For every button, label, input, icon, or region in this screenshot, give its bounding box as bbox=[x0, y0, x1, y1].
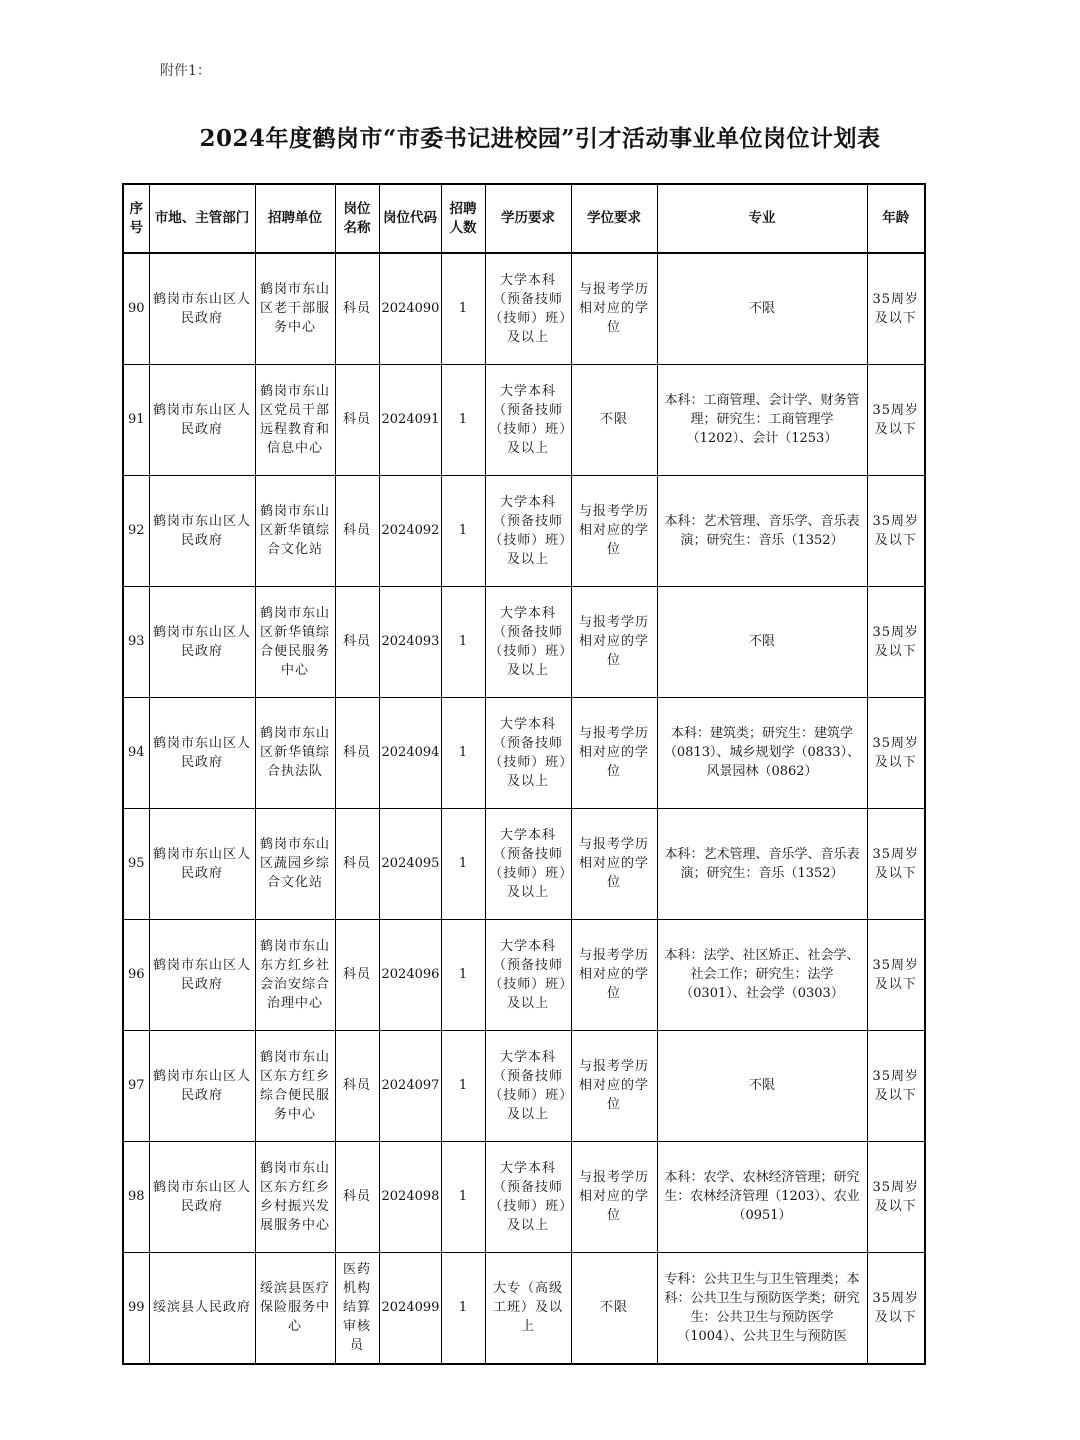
cell-age: 35周岁及以下 bbox=[867, 1030, 925, 1141]
cell-edu: 大学本科（预备技师（技师）班）及以上 bbox=[485, 1030, 571, 1141]
header-code: 岗位代码 bbox=[379, 184, 441, 253]
cell-code: 2024095 bbox=[379, 808, 441, 919]
cell-age: 35周岁及以下 bbox=[867, 697, 925, 808]
cell-degree: 与报考学历相对应的学位 bbox=[571, 1030, 657, 1141]
header-dept: 市地、主管部门 bbox=[149, 184, 255, 253]
cell-degree: 与报考学历相对应的学位 bbox=[571, 1141, 657, 1252]
cell-dept: 鹤岗市东山区人民政府 bbox=[149, 808, 255, 919]
cell-code: 2024093 bbox=[379, 586, 441, 697]
cell-major: 本科：艺术管理、音乐学、音乐表演；研究生：音乐（1352） bbox=[657, 808, 867, 919]
cell-unit: 鹤岗市东山区党员干部远程教育和信息中心 bbox=[255, 364, 335, 475]
table-row bbox=[123, 1252, 925, 1364]
cell-unit: 鹤岗市东山区新华镇综合文化站 bbox=[255, 475, 335, 586]
cell-major: 本科：法学、社区矫正、社会学、社会工作；研究生：法学（0301）、社会学（0303） bbox=[657, 919, 867, 1030]
cell-edu: 大学本科（预备技师（技师）班）及以上 bbox=[485, 475, 571, 586]
cell-edu: 大学本科（预备技师（技师）班）及以上 bbox=[485, 253, 571, 364]
cell-unit: 鹤岗市东山区东方红乡综合便民服务中心 bbox=[255, 1030, 335, 1141]
cell-post: 科员 bbox=[335, 364, 379, 475]
cell-major: 本科：工商管理、会计学、财务管理；研究生：工商管理学（1202）、会计（1253） bbox=[657, 364, 867, 475]
cell-major: 本科：艺术管理、音乐学、音乐表演；研究生：音乐（1352） bbox=[657, 475, 867, 586]
cell-edu: 大学本科（预备技师（技师）班）及以上 bbox=[485, 919, 571, 1030]
cell-degree: 与报考学历相对应的学位 bbox=[571, 253, 657, 364]
cell-age: 35周岁及以下 bbox=[867, 1141, 925, 1252]
cell-edu: 大学本科（预备技师（技师）班）及以上 bbox=[485, 697, 571, 808]
cell-age: 35周岁及以下 bbox=[867, 1252, 925, 1364]
cell-unit: 鹤岗市东山区东方红乡乡村振兴发展服务中心 bbox=[255, 1141, 335, 1252]
table-row bbox=[123, 253, 925, 364]
cell-no: 95 bbox=[123, 808, 149, 919]
cell-major: 不限 bbox=[657, 1030, 867, 1141]
table-row bbox=[123, 1030, 925, 1141]
cell-age: 35周岁及以下 bbox=[867, 808, 925, 919]
table-row bbox=[123, 919, 925, 1030]
cell-no: 91 bbox=[123, 364, 149, 475]
table-row bbox=[123, 364, 925, 475]
cell-age: 35周岁及以下 bbox=[867, 586, 925, 697]
cell-major bbox=[657, 1252, 867, 1364]
cell-no: 96 bbox=[123, 919, 149, 1030]
cell-code: 2024094 bbox=[379, 697, 441, 808]
page-title: 2024年度鹤岗市“市委书记进校园”引才活动事业单位岗位计划表 bbox=[199, 125, 881, 152]
cell-no: 92 bbox=[123, 475, 149, 586]
header-unit: 招聘单位 bbox=[255, 184, 335, 253]
cell-degree: 不限 bbox=[571, 364, 657, 475]
cell-count: 1 bbox=[441, 364, 485, 475]
cell-dept: 鹤岗市东山区人民政府 bbox=[149, 919, 255, 1030]
header-post: 岗位名称 bbox=[335, 184, 379, 253]
table-row bbox=[123, 475, 925, 586]
header-count: 招聘人数 bbox=[441, 184, 485, 253]
cell-code: 2024097 bbox=[379, 1030, 441, 1141]
cell-post: 科员 bbox=[335, 1141, 379, 1252]
table-row bbox=[123, 808, 925, 919]
cell-major: 不限 bbox=[657, 253, 867, 364]
attachment-label: 附件1： bbox=[160, 63, 211, 79]
cell-count: 1 bbox=[441, 1141, 485, 1252]
cell-count: 1 bbox=[441, 697, 485, 808]
cell-count: 1 bbox=[441, 919, 485, 1030]
cell-age: 35周岁及以下 bbox=[867, 253, 925, 364]
cell-no: 93 bbox=[123, 586, 149, 697]
cell-major-text: 专科：公共卫生与卫生管理类；本科：公共卫生与预防医学类；研究生：公共卫生与预防医学（1004）、公共卫生与预防医 bbox=[664, 1271, 860, 1344]
cell-degree: 与报考学历相对应的学位 bbox=[571, 475, 657, 586]
cell-edu: 大学本科（预备技师（技师）班）及以上 bbox=[485, 364, 571, 475]
cell-dept: 鹤岗市东山区人民政府 bbox=[149, 475, 255, 586]
cell-degree: 与报考学历相对应的学位 bbox=[571, 697, 657, 808]
header-no: 序号 bbox=[123, 184, 149, 253]
cell-dept: 绥滨县人民政府 bbox=[149, 1252, 255, 1364]
cell-dept: 鹤岗市东山区人民政府 bbox=[149, 697, 255, 808]
cell-edu: 大学本科（预备技师（技师）班）及以上 bbox=[485, 808, 571, 919]
cell-dept: 鹤岗市东山区人民政府 bbox=[149, 586, 255, 697]
cell-post: 科员 bbox=[335, 586, 379, 697]
header-degree: 学位要求 bbox=[571, 184, 657, 253]
cell-count: 1 bbox=[441, 253, 485, 364]
cell-dept: 鹤岗市东山区人民政府 bbox=[149, 364, 255, 475]
table-header-row bbox=[123, 184, 925, 253]
cell-no: 90 bbox=[123, 253, 149, 364]
cell-code: 2024091 bbox=[379, 364, 441, 475]
cell-major: 不限 bbox=[657, 586, 867, 697]
cell-post: 科员 bbox=[335, 253, 379, 364]
cell-unit: 鹤岗市东山区蔬园乡综合文化站 bbox=[255, 808, 335, 919]
cell-no: 99 bbox=[123, 1252, 149, 1364]
cell-age: 35周岁及以下 bbox=[867, 919, 925, 1030]
cell-edu: 大学本科（预备技师（技师）班）及以上 bbox=[485, 1141, 571, 1252]
cell-degree: 不限 bbox=[571, 1252, 657, 1364]
table-row bbox=[123, 586, 925, 697]
header-edu: 学历要求 bbox=[485, 184, 571, 253]
cell-no: 97 bbox=[123, 1030, 149, 1141]
cell-count: 1 bbox=[441, 475, 485, 586]
cell-major: 本科：农学、农林经济管理；研究生：农林经济管理（1203）、农业（0951） bbox=[657, 1141, 867, 1252]
cell-code: 2024090 bbox=[379, 253, 441, 364]
cell-no: 94 bbox=[123, 697, 149, 808]
cell-unit: 绥滨县医疗保险服务中心 bbox=[255, 1252, 335, 1364]
cell-count: 1 bbox=[441, 1252, 485, 1364]
cell-code: 2024098 bbox=[379, 1141, 441, 1252]
table-row bbox=[123, 697, 925, 808]
cell-edu: 大专（高级工班）及以上 bbox=[485, 1252, 571, 1364]
cell-unit: 鹤岗市东山区老干部服务中心 bbox=[255, 253, 335, 364]
cell-degree: 与报考学历相对应的学位 bbox=[571, 586, 657, 697]
cell-post: 科员 bbox=[335, 475, 379, 586]
cell-age: 35周岁及以下 bbox=[867, 364, 925, 475]
header-age: 年龄 bbox=[867, 184, 925, 253]
cell-edu: 大学本科（预备技师（技师）班）及以上 bbox=[485, 586, 571, 697]
cell-code: 2024096 bbox=[379, 919, 441, 1030]
header-major: 专业 bbox=[657, 184, 867, 253]
cell-dept: 鹤岗市东山区人民政府 bbox=[149, 253, 255, 364]
cell-post: 科员 bbox=[335, 808, 379, 919]
cell-no: 98 bbox=[123, 1141, 149, 1252]
cell-dept: 鹤岗市东山区人民政府 bbox=[149, 1141, 255, 1252]
cell-unit: 鹤岗市东山区新华镇综合便民服务中心 bbox=[255, 586, 335, 697]
cell-major: 本科：建筑类；研究生：建筑学（0813）、城乡规划学（0833）、风景园林（0862） bbox=[657, 697, 867, 808]
cell-count: 1 bbox=[441, 1030, 485, 1141]
cell-degree: 与报考学历相对应的学位 bbox=[571, 919, 657, 1030]
position-plan-table bbox=[122, 183, 926, 1365]
cell-age: 35周岁及以下 bbox=[867, 475, 925, 586]
cell-post: 科员 bbox=[335, 697, 379, 808]
cell-count: 1 bbox=[441, 808, 485, 919]
cell-post: 科员 bbox=[335, 919, 379, 1030]
cell-post: 科员 bbox=[335, 1030, 379, 1141]
cell-dept: 鹤岗市东山区人民政府 bbox=[149, 1030, 255, 1141]
cell-code: 2024092 bbox=[379, 475, 441, 586]
cell-unit: 鹤岗市东山区新华镇综合执法队 bbox=[255, 697, 335, 808]
cell-count: 1 bbox=[441, 586, 485, 697]
cell-unit: 鹤岗市东山东方红乡社会治安综合治理中心 bbox=[255, 919, 335, 1030]
cell-post: 医药机构结算审核员 bbox=[335, 1252, 379, 1364]
cell-code: 2024099 bbox=[379, 1252, 441, 1364]
table-row bbox=[123, 1141, 925, 1252]
cell-degree: 与报考学历相对应的学位 bbox=[571, 808, 657, 919]
